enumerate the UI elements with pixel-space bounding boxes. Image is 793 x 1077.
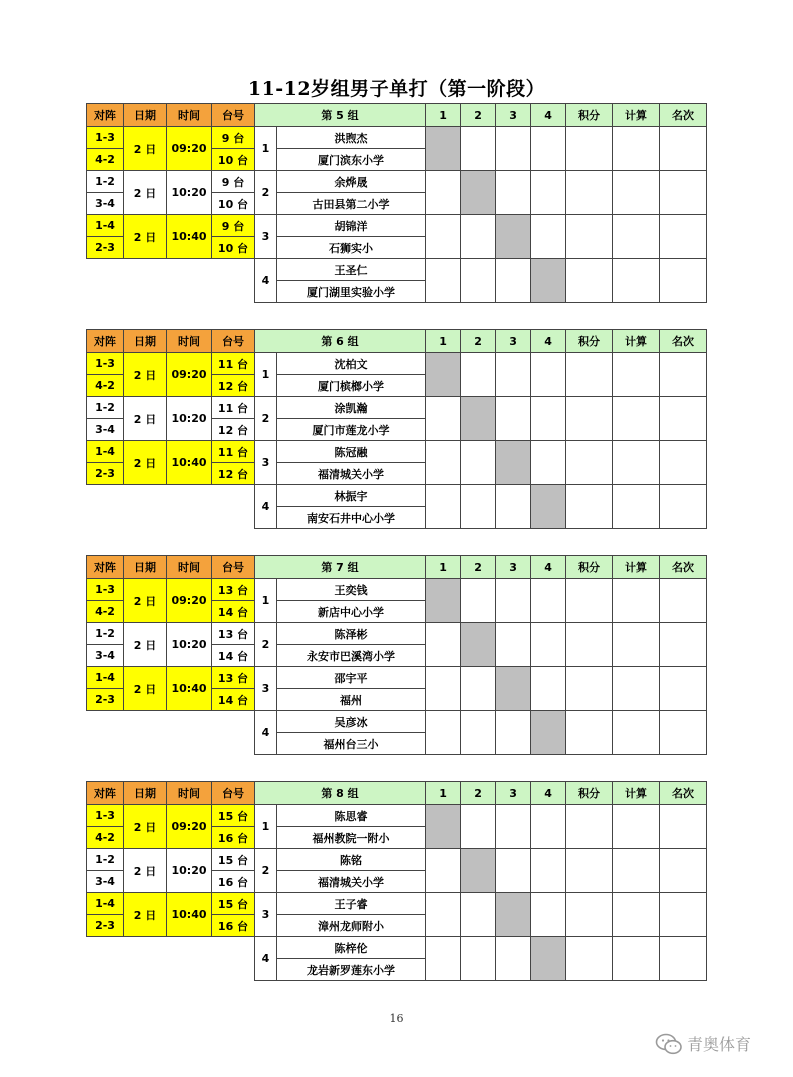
player-school: 厦门湖里实验小学 — [277, 281, 426, 303]
match-table: 10 台 — [212, 237, 255, 259]
score-cell — [426, 397, 461, 441]
score-cell — [496, 171, 531, 215]
player-number: 3 — [255, 667, 277, 711]
score-cell — [496, 259, 531, 303]
rank-cell — [660, 127, 707, 171]
calc-cell — [613, 441, 660, 485]
player-number: 2 — [255, 171, 277, 215]
calc-cell — [613, 397, 660, 441]
header-col-3: 3 — [496, 782, 531, 805]
score-cell — [496, 711, 531, 755]
header-match: 对阵 — [87, 104, 124, 127]
match-date: 2 日 — [124, 667, 167, 711]
score-cell — [426, 259, 461, 303]
rank-cell — [660, 623, 707, 667]
calc-cell — [613, 485, 660, 529]
watermark — [655, 1032, 751, 1055]
match-pair: 3-4 — [87, 193, 124, 215]
match-pair: 2-3 — [87, 237, 124, 259]
score-cell — [496, 849, 531, 893]
score-cell — [496, 805, 531, 849]
match-pair: 1-3 — [87, 805, 124, 827]
score-cell — [496, 579, 531, 623]
score-cell — [461, 441, 496, 485]
score-cell — [461, 579, 496, 623]
player-name: 陈冠融 — [277, 441, 426, 463]
match-pair: 2-3 — [87, 915, 124, 937]
score-cell — [426, 849, 461, 893]
player-school: 厦门市莲龙小学 — [277, 419, 426, 441]
score-cell — [461, 893, 496, 937]
match-pair: 1-2 — [87, 849, 124, 871]
player-number: 1 — [255, 579, 277, 623]
player-number: 2 — [255, 849, 277, 893]
group-table — [86, 329, 707, 529]
player-name: 洪煦杰 — [277, 127, 426, 149]
score-cell — [531, 579, 566, 623]
group-grid — [86, 781, 707, 981]
match-pair: 3-4 — [87, 419, 124, 441]
player-name: 王奕钱 — [277, 579, 426, 601]
player-school: 福州 — [277, 689, 426, 711]
header-points: 积分 — [566, 556, 613, 579]
player-name: 王子睿 — [277, 893, 426, 915]
header-rank: 名次 — [660, 330, 707, 353]
header-calc: 计算 — [613, 104, 660, 127]
self-match-cell — [426, 579, 461, 623]
score-cell — [531, 623, 566, 667]
match-date: 2 日 — [124, 849, 167, 893]
group-table — [86, 555, 707, 755]
player-school: 漳州龙师附小 — [277, 915, 426, 937]
match-time: 10:20 — [167, 849, 212, 893]
self-match-cell — [461, 397, 496, 441]
page-number: 16 — [389, 1012, 404, 1025]
rank-cell — [660, 259, 707, 303]
calc-cell — [613, 215, 660, 259]
points-cell — [566, 579, 613, 623]
score-cell — [426, 171, 461, 215]
header-points: 积分 — [566, 782, 613, 805]
self-match-cell — [426, 805, 461, 849]
header-calc: 计算 — [613, 556, 660, 579]
header-col-4: 4 — [531, 782, 566, 805]
match-date: 2 日 — [124, 893, 167, 937]
points-cell — [566, 127, 613, 171]
score-cell — [426, 667, 461, 711]
player-school: 福州教院一附小 — [277, 827, 426, 849]
player-number: 1 — [255, 127, 277, 171]
match-pair: 1-4 — [87, 215, 124, 237]
player-name: 陈思睿 — [277, 805, 426, 827]
header-time: 时间 — [167, 782, 212, 805]
header-col-3: 3 — [496, 330, 531, 353]
points-cell — [566, 485, 613, 529]
player-number: 2 — [255, 623, 277, 667]
match-table: 13 台 — [212, 579, 255, 601]
points-cell — [566, 171, 613, 215]
group-name: 第 6 组 — [255, 330, 426, 353]
self-match-cell — [496, 667, 531, 711]
score-cell — [426, 893, 461, 937]
group-table — [86, 103, 707, 303]
group-name: 第 7 组 — [255, 556, 426, 579]
points-cell — [566, 353, 613, 397]
player-number: 1 — [255, 805, 277, 849]
player-number: 4 — [255, 937, 277, 981]
score-cell — [531, 353, 566, 397]
match-pair: 1-3 — [87, 353, 124, 375]
calc-cell — [613, 893, 660, 937]
match-pair: 4-2 — [87, 149, 124, 171]
header-match: 对阵 — [87, 556, 124, 579]
match-time: 10:40 — [167, 893, 212, 937]
self-match-cell — [426, 127, 461, 171]
score-cell — [461, 937, 496, 981]
header-time: 时间 — [167, 330, 212, 353]
match-table: 9 台 — [212, 171, 255, 193]
match-pair: 4-2 — [87, 827, 124, 849]
self-match-cell — [461, 171, 496, 215]
player-school: 厦门槟榔小学 — [277, 375, 426, 397]
player-school: 福清城关小学 — [277, 463, 426, 485]
points-cell — [566, 937, 613, 981]
score-cell — [496, 623, 531, 667]
watermark-text: 青奥体育 — [687, 1035, 752, 1054]
rank-cell — [660, 667, 707, 711]
match-table: 11 台 — [212, 397, 255, 419]
match-table: 13 台 — [212, 667, 255, 689]
score-cell — [461, 667, 496, 711]
score-cell — [496, 485, 531, 529]
rank-cell — [660, 485, 707, 529]
header-col-1: 1 — [426, 556, 461, 579]
player-school: 南安石井中心小学 — [277, 507, 426, 529]
self-match-cell — [426, 353, 461, 397]
player-number: 2 — [255, 397, 277, 441]
match-date: 2 日 — [124, 397, 167, 441]
group-name: 第 5 组 — [255, 104, 426, 127]
player-school: 福清城关小学 — [277, 871, 426, 893]
empty-area — [87, 711, 255, 755]
score-cell — [426, 485, 461, 529]
calc-cell — [613, 127, 660, 171]
score-cell — [531, 441, 566, 485]
score-cell — [461, 805, 496, 849]
player-name: 胡锦洋 — [277, 215, 426, 237]
score-cell — [496, 937, 531, 981]
player-number: 4 — [255, 485, 277, 529]
match-time: 10:20 — [167, 397, 212, 441]
match-pair: 1-3 — [87, 127, 124, 149]
match-time: 09:20 — [167, 127, 212, 171]
match-time: 10:40 — [167, 441, 212, 485]
header-col-2: 2 — [461, 782, 496, 805]
header-calc: 计算 — [613, 782, 660, 805]
header-date: 日期 — [124, 104, 167, 127]
match-table: 12 台 — [212, 375, 255, 397]
match-table: 9 台 — [212, 127, 255, 149]
points-cell — [566, 215, 613, 259]
rank-cell — [660, 711, 707, 755]
points-cell — [566, 893, 613, 937]
header-rank: 名次 — [660, 104, 707, 127]
match-table: 14 台 — [212, 689, 255, 711]
match-table: 12 台 — [212, 463, 255, 485]
match-time: 10:40 — [167, 215, 212, 259]
group-grid — [86, 555, 707, 755]
page-title: 11-12岁组男子单打（第一阶段） — [247, 78, 546, 100]
score-cell — [531, 805, 566, 849]
self-match-cell — [496, 893, 531, 937]
header-match: 对阵 — [87, 330, 124, 353]
header-col-1: 1 — [426, 104, 461, 127]
header-col-4: 4 — [531, 104, 566, 127]
header-calc: 计算 — [613, 330, 660, 353]
header-time: 时间 — [167, 104, 212, 127]
player-number: 4 — [255, 711, 277, 755]
wechat-icon — [655, 1033, 683, 1055]
player-school: 龙岩新罗莲东小学 — [277, 959, 426, 981]
match-table: 11 台 — [212, 441, 255, 463]
score-cell — [461, 127, 496, 171]
header-date: 日期 — [124, 330, 167, 353]
header-time: 时间 — [167, 556, 212, 579]
match-pair: 1-3 — [87, 579, 124, 601]
player-name: 陈铭 — [277, 849, 426, 871]
header-date: 日期 — [124, 556, 167, 579]
player-number: 3 — [255, 215, 277, 259]
header-col-4: 4 — [531, 556, 566, 579]
score-cell — [531, 667, 566, 711]
header-points: 积分 — [566, 330, 613, 353]
player-number: 4 — [255, 259, 277, 303]
points-cell — [566, 805, 613, 849]
header-table: 台号 — [212, 782, 255, 805]
score-cell — [531, 397, 566, 441]
calc-cell — [613, 711, 660, 755]
player-school: 厦门滨东小学 — [277, 149, 426, 171]
match-table: 12 台 — [212, 419, 255, 441]
match-date: 2 日 — [124, 623, 167, 667]
self-match-cell — [461, 849, 496, 893]
score-cell — [496, 353, 531, 397]
player-school: 石狮实小 — [277, 237, 426, 259]
group-grid — [86, 329, 707, 529]
match-date: 2 日 — [124, 215, 167, 259]
match-date: 2 日 — [124, 171, 167, 215]
empty-area — [87, 259, 255, 303]
header-col-2: 2 — [461, 556, 496, 579]
player-name: 王圣仁 — [277, 259, 426, 281]
match-date: 2 日 — [124, 127, 167, 171]
match-table: 13 台 — [212, 623, 255, 645]
header-rank: 名次 — [660, 782, 707, 805]
score-cell — [461, 259, 496, 303]
header-date: 日期 — [124, 782, 167, 805]
rank-cell — [660, 215, 707, 259]
match-table: 16 台 — [212, 827, 255, 849]
score-cell — [496, 397, 531, 441]
score-cell — [461, 353, 496, 397]
rank-cell — [660, 171, 707, 215]
match-table: 15 台 — [212, 893, 255, 915]
match-pair: 3-4 — [87, 645, 124, 667]
points-cell — [566, 623, 613, 667]
header-col-2: 2 — [461, 330, 496, 353]
match-pair: 1-4 — [87, 441, 124, 463]
match-table: 14 台 — [212, 645, 255, 667]
match-date: 2 日 — [124, 441, 167, 485]
header-col-1: 1 — [426, 330, 461, 353]
player-school: 新店中心小学 — [277, 601, 426, 623]
points-cell — [566, 849, 613, 893]
player-name: 陈梓伦 — [277, 937, 426, 959]
match-table: 10 台 — [212, 193, 255, 215]
match-pair: 1-4 — [87, 667, 124, 689]
group-grid — [86, 103, 707, 303]
player-name: 沈柏文 — [277, 353, 426, 375]
match-time: 10:20 — [167, 171, 212, 215]
match-time: 10:20 — [167, 623, 212, 667]
match-pair: 1-2 — [87, 397, 124, 419]
match-date: 2 日 — [124, 579, 167, 623]
match-time: 10:40 — [167, 667, 212, 711]
rank-cell — [660, 353, 707, 397]
calc-cell — [613, 849, 660, 893]
header-col-4: 4 — [531, 330, 566, 353]
score-cell — [531, 893, 566, 937]
score-cell — [426, 623, 461, 667]
self-match-cell — [531, 259, 566, 303]
player-name: 邵宇平 — [277, 667, 426, 689]
points-cell — [566, 711, 613, 755]
match-table: 16 台 — [212, 915, 255, 937]
player-school: 古田县第二小学 — [277, 193, 426, 215]
score-cell — [531, 171, 566, 215]
points-cell — [566, 259, 613, 303]
self-match-cell — [496, 215, 531, 259]
rank-cell — [660, 849, 707, 893]
score-cell — [461, 711, 496, 755]
self-match-cell — [461, 623, 496, 667]
match-time: 09:20 — [167, 805, 212, 849]
match-date: 2 日 — [124, 353, 167, 397]
match-table: 9 台 — [212, 215, 255, 237]
player-name: 涂凯瀚 — [277, 397, 426, 419]
match-table: 15 台 — [212, 805, 255, 827]
rank-cell — [660, 579, 707, 623]
match-table: 11 台 — [212, 353, 255, 375]
group-name: 第 8 组 — [255, 782, 426, 805]
self-match-cell — [531, 485, 566, 529]
match-time: 09:20 — [167, 353, 212, 397]
header-rank: 名次 — [660, 556, 707, 579]
match-pair: 4-2 — [87, 375, 124, 397]
player-school: 永安市巴溪湾小学 — [277, 645, 426, 667]
score-cell — [426, 215, 461, 259]
header-points: 积分 — [566, 104, 613, 127]
score-cell — [496, 127, 531, 171]
calc-cell — [613, 623, 660, 667]
match-table: 15 台 — [212, 849, 255, 871]
self-match-cell — [496, 441, 531, 485]
player-name: 吴彦冰 — [277, 711, 426, 733]
score-cell — [426, 937, 461, 981]
rank-cell — [660, 937, 707, 981]
score-cell — [461, 215, 496, 259]
header-table: 台号 — [212, 330, 255, 353]
calc-cell — [613, 579, 660, 623]
self-match-cell — [531, 937, 566, 981]
score-cell — [426, 441, 461, 485]
score-cell — [426, 711, 461, 755]
score-cell — [531, 215, 566, 259]
points-cell — [566, 441, 613, 485]
player-number: 3 — [255, 893, 277, 937]
calc-cell — [613, 937, 660, 981]
empty-area — [87, 937, 255, 981]
header-match: 对阵 — [87, 782, 124, 805]
score-cell — [461, 485, 496, 529]
match-time: 09:20 — [167, 579, 212, 623]
header-col-2: 2 — [461, 104, 496, 127]
match-pair: 1-4 — [87, 893, 124, 915]
player-name: 余烨晟 — [277, 171, 426, 193]
match-pair: 3-4 — [87, 871, 124, 893]
match-pair: 1-2 — [87, 623, 124, 645]
score-cell — [531, 127, 566, 171]
header-table: 台号 — [212, 104, 255, 127]
match-pair: 1-2 — [87, 171, 124, 193]
rank-cell — [660, 441, 707, 485]
rank-cell — [660, 893, 707, 937]
header-table: 台号 — [212, 556, 255, 579]
calc-cell — [613, 353, 660, 397]
player-name: 陈泽彬 — [277, 623, 426, 645]
match-date: 2 日 — [124, 805, 167, 849]
points-cell — [566, 397, 613, 441]
player-name: 林振宇 — [277, 485, 426, 507]
calc-cell — [613, 171, 660, 215]
match-pair: 2-3 — [87, 463, 124, 485]
match-table: 14 台 — [212, 601, 255, 623]
rank-cell — [660, 397, 707, 441]
player-number: 1 — [255, 353, 277, 397]
player-number: 3 — [255, 441, 277, 485]
self-match-cell — [531, 711, 566, 755]
player-school: 福州台三小 — [277, 733, 426, 755]
score-cell — [531, 849, 566, 893]
points-cell — [566, 667, 613, 711]
calc-cell — [613, 259, 660, 303]
calc-cell — [613, 805, 660, 849]
group-table — [86, 781, 707, 981]
match-table: 16 台 — [212, 871, 255, 893]
empty-area — [87, 485, 255, 529]
match-pair: 4-2 — [87, 601, 124, 623]
calc-cell — [613, 667, 660, 711]
header-col-3: 3 — [496, 556, 531, 579]
match-pair: 2-3 — [87, 689, 124, 711]
rank-cell — [660, 805, 707, 849]
header-col-1: 1 — [426, 782, 461, 805]
header-col-3: 3 — [496, 104, 531, 127]
match-table: 10 台 — [212, 149, 255, 171]
